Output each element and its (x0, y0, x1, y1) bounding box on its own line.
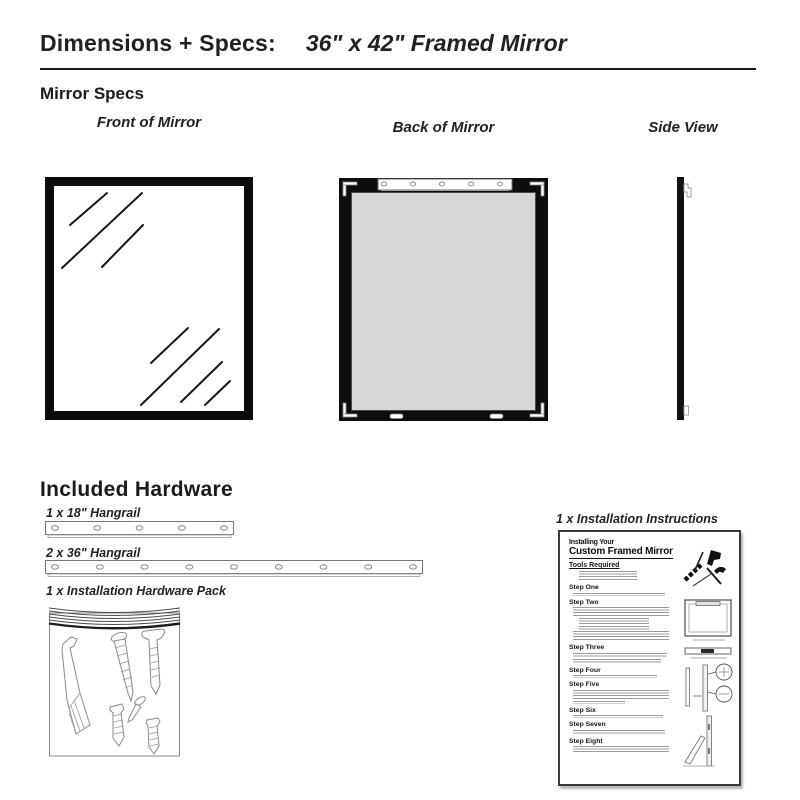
instruction-illustrations (681, 544, 737, 769)
placeholder-text-lines (573, 675, 657, 678)
front-view-label: Front of Mirror (96, 114, 202, 131)
header (40, 30, 567, 57)
tools-required-heading: Tools Required (569, 562, 620, 569)
mirror-shine-lines (54, 186, 244, 411)
instructions-label: 1 x Installation Instructions (556, 512, 718, 526)
placeholder-text-lines (579, 571, 637, 581)
step-heading: Step Two (569, 598, 599, 606)
step-heading: Step Four (569, 666, 601, 674)
instruction-text-column (569, 539, 673, 754)
placeholder-text-lines (573, 746, 669, 754)
mirror-specs-heading: Mirror Specs (40, 84, 144, 103)
step-heading: Step Eight (569, 737, 603, 745)
header-divider (40, 68, 756, 70)
step-heading: Step One (569, 584, 599, 591)
page-subtitle: 36" x 42" Framed Mirror (305, 30, 567, 56)
placeholder-text-lines (573, 730, 665, 735)
hangrail-36-label: 2 x 36" Hangrail (46, 546, 141, 560)
placeholder-text-lines (573, 659, 661, 664)
placeholder-text-lines (573, 593, 665, 596)
hardware-pack-graphic (46, 604, 183, 759)
sheet-title-line2: Custom Framed Mirror (569, 546, 673, 557)
front-mirror-graphic (45, 177, 253, 420)
tools-illustration (685, 550, 726, 586)
side-view-label: Side View (648, 119, 718, 136)
wall-mount-detail (686, 664, 732, 711)
leaning-mirror-diagram (683, 716, 715, 766)
mounted-hangrail (378, 179, 512, 191)
side-bottom-bracket (684, 406, 689, 415)
placeholder-text-lines (573, 631, 669, 641)
instruction-sheet (558, 530, 741, 786)
step-heading: Step Five (569, 681, 600, 688)
placeholder-text-lines (573, 701, 625, 704)
hangrail-18-graphic (45, 521, 234, 539)
back-view-label: Back of Mirror (392, 119, 495, 136)
step-heading: Step Seven (569, 721, 606, 728)
sheet-title-line1: Installing Your (569, 539, 614, 546)
placeholder-text-lines (573, 653, 667, 658)
step-heading: Step Six (569, 706, 596, 714)
back-mirror-graphic (339, 178, 548, 421)
page-title: Dimensions + Specs: (40, 30, 276, 56)
mirror-back-diagram (685, 600, 731, 640)
hangrail-diagram (685, 648, 731, 658)
placeholder-text-lines (573, 715, 663, 718)
hardware-pack-label: 1 x Installation Hardware Pack (46, 584, 226, 598)
step-heading: Step Three (569, 644, 605, 651)
hangrail-18-label: 1 x 18" Hangrail (46, 506, 141, 520)
placeholder-text-lines (579, 618, 649, 630)
included-hardware-heading: Included Hardware (40, 478, 233, 501)
placeholder-text-lines (573, 607, 669, 617)
side-hook (684, 184, 691, 197)
side-view-graphic (675, 177, 697, 422)
placeholder-text-lines (573, 690, 669, 700)
hangrail-36-graphic (45, 560, 423, 578)
